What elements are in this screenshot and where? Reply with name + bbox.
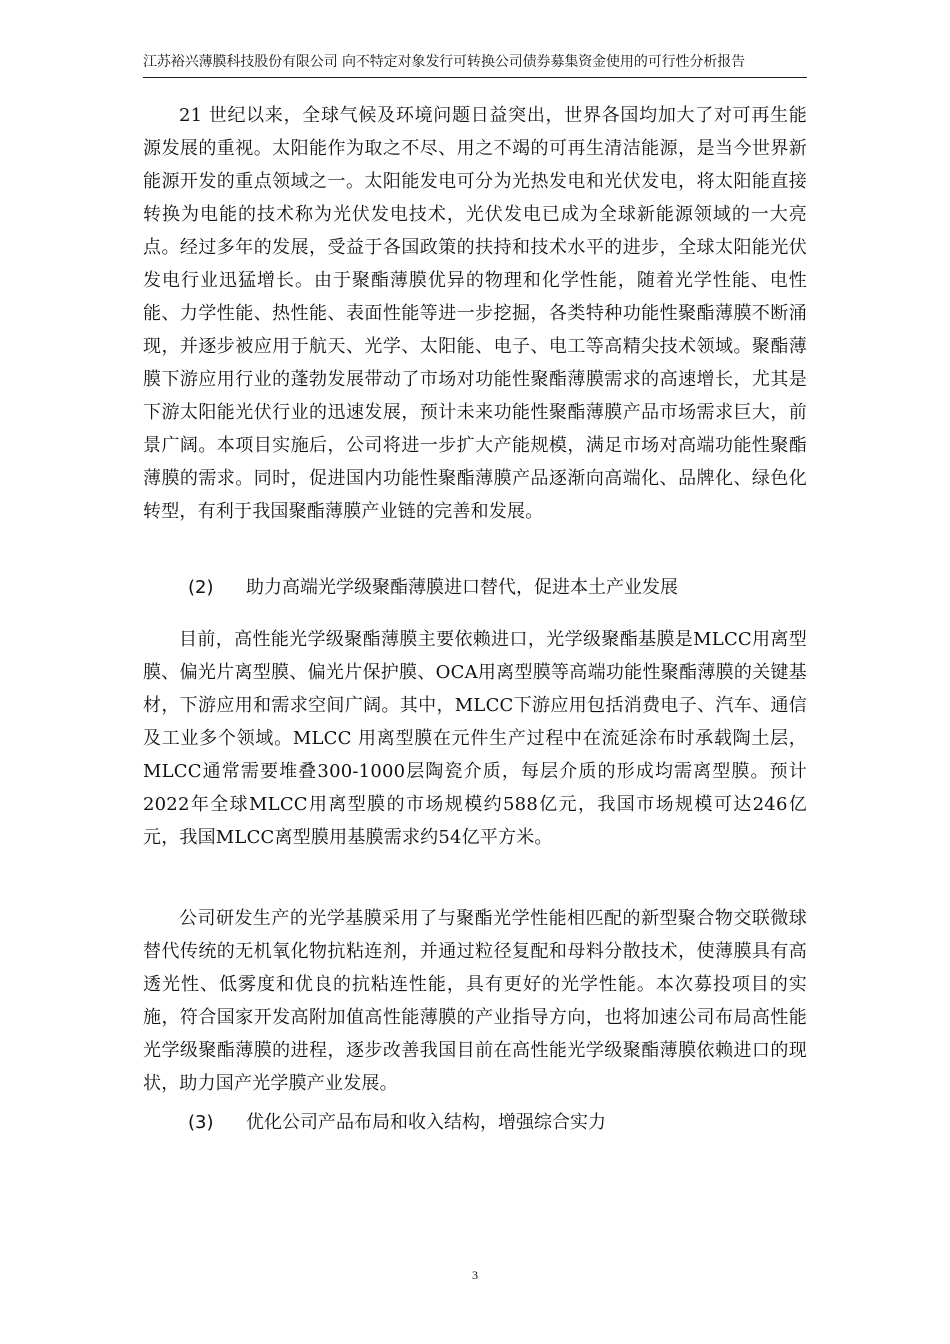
header-divider	[143, 77, 807, 78]
subheading-2-text: 助力高端光学级聚酯薄膜进口替代，促进本土产业发展	[246, 577, 678, 598]
subheading-3-number: (3)	[188, 1112, 214, 1133]
page-header: 江苏裕兴薄膜科技股份有限公司 向不特定对象发行可转换公司债券募集资金使用的可行性分析报告	[143, 54, 746, 70]
paragraph-optical-film-import: 目前，高性能光学级聚酯薄膜主要依赖进口，光学级聚酯基膜是MLCC用离型膜、偏光片离型膜、偏光片保护膜、OCA用离型膜等高端功能性聚酯薄膜的关键基材，下游应用和需求空间广阔。其中，MLCC下游应用包括消费电子、汽车、通信及工业多个领域。MLCC 用离型膜在元件生产过程中在流延涂布时承载陶土层，MLCC通常需要堆叠300-1000层陶瓷介质，每层介质的形成均需离型膜。预计2022年全球MLCC用离型膜的市场规模约588亿元，我国市场规模可达246亿元，我国MLCC离型膜用基膜需求约54亿平方米。	[143, 629, 807, 848]
subheading-2	[188, 573, 678, 603]
subheading-3-text: 优化公司产品布局和收入结构，增强综合实力	[246, 1112, 606, 1133]
page-number: 3	[472, 1268, 478, 1282]
paragraph-optical-base-film: 公司研发生产的光学基膜采用了与聚酯光学性能相匹配的新型聚合物交联微球替代传统的无机氧化物抗粘连剂，并通过粒径复配和母料分散技术，使薄膜具有高透光性、低雾度和优良的抗粘连性能，具有更好的光学性能。本次募投项目的实施，符合国家开发高附加值高性能薄膜的产业指导方向，也将加速公司布局高性能光学级聚酯薄膜的进程，逐步改善我国目前在高性能光学级聚酯薄膜依赖进口的现状，助力国产光学膜产业发展。	[143, 908, 807, 1094]
paragraph-renewable-energy: 21 世纪以来，全球气候及环境问题日益突出，世界各国均加大了对可再生能源发展的重视。太阳能作为取之不尽、用之不竭的可再生清洁能源，是当今世界新能源开发的重点领域之一。太阳能发电可分为光热发电和光伏发电，将太阳能直接转换为电能的技术称为光伏发电技术，光伏发电已成为全球新能源领域的一大亮点。经过多年的发展，受益于各国政策的扶持和技术水平的进步，全球太阳能光伏发电行业迅猛增长。由于聚酯薄膜优异的物理和化学性能，随着光学性能、电性能、力学性能、热性能、表面性能等进一步挖掘，各类特种功能性聚酯薄膜不断涌现，并逐步被应用于航天、光学、太阳能、电子、电工等高精尖技术领域。聚酯薄膜下游应用行业的蓬勃发展带动了市场对功能性聚酯薄膜需求的高速增长，尤其是下游太阳能光伏行业的迅速发展，预计未来功能性聚酯薄膜产品市场需求巨大，前景广阔。本项目实施后，公司将进一步扩大产能规模，满足市场对高端功能性聚酯薄膜的需求。同时，促进国内功能性聚酯薄膜产品逐渐向高端化、品牌化、绿色化转型，有利于我国聚酯薄膜产业链的完善和发展。	[143, 105, 807, 522]
subheading-3	[188, 1108, 606, 1138]
subheading-2-number: (2)	[188, 577, 214, 598]
